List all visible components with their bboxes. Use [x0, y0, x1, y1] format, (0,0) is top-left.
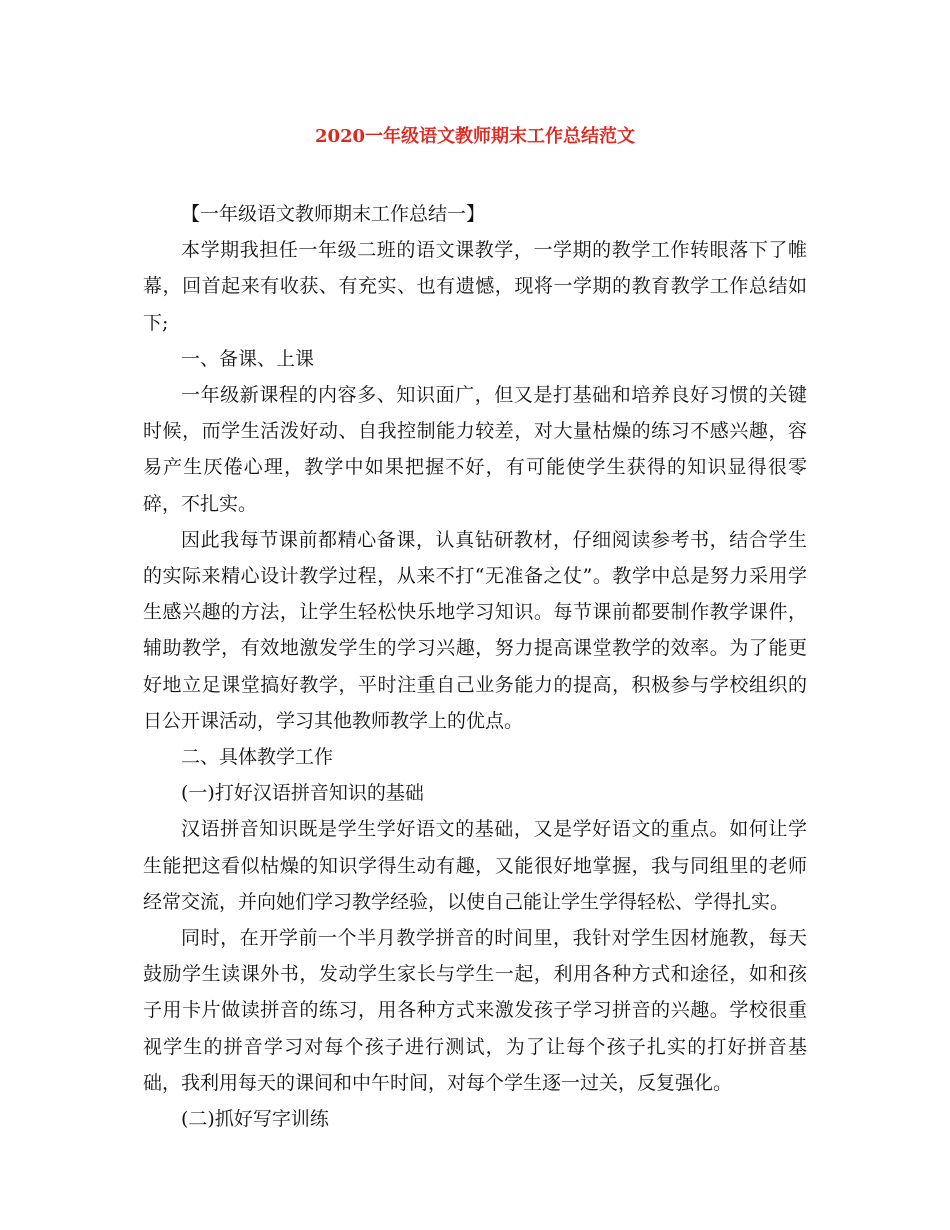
- paragraph: 汉语拼音知识既是学生学好语文的基础，又是学好语文的重点。如何让学生能把这看似枯燥的知识学得生动有趣，又能很好地掌握，我与同组里的老师经常交流，并向她们学习教学经验，以使自己能让学生学得轻松、学得扎实。: [143, 818, 807, 913]
- paragraph: 同时，在开学前一个半月教学拼音的时间里，我针对学生因材施教，每天鼓励学生读课外书，发动学生家长与学生一起，利用各种方式和途径，如和孩子用卡片做读拼音的练习，用各种方式来激发孩子学习拼音的兴趣。学校很重视学生的拼音学习对每个孩子进行测试，为了让每个孩子扎实的打好拼音基础，我利用每天的课间和中午时间，对每个学生逐一过关，反复强化。: [143, 927, 807, 1094]
- subsection-heading: (一)打好汉语拼音知识的基础: [181, 782, 424, 805]
- paragraph: 本学期我担任一年级二班的语文课教学，一学期的教学工作转眼落下了帷幕，回首起来有收获、有充实、也有遗憾，现将一学期的教育教学工作总结如下;: [143, 239, 807, 334]
- paragraph: 因此我每节课前都精心备课，认真钻研教材，仔细阅读参考书，结合学生的实际来精心设计教学过程，从来不打“无准备之仗”。教学中总是努力采用学生感兴趣的方法，让学生轻松快乐地学习知识。每节课前都要制作教学课件，辅助教学，有效地激发学生的学习兴趣，努力提高课堂教学的效率。为了能更好地立足课堂搞好教学，平时注重自己业务能力的提高，积极参与学校组织的日公开课活动，学习其他教师教学上的优点。: [143, 528, 807, 732]
- section-heading: 二、具体教学工作: [181, 746, 334, 769]
- paragraph: 一年级新课程的内容多、知识面广，但又是打基础和培养良好习惯的关键时候，而学生活泼好动、自我控制能力较差，对大量枯燥的练习不感兴趣，容易产生厌倦心理，教学中如果把握不好，有可能使学生获得的知识显得很零碎，不扎实。: [143, 384, 807, 515]
- section-heading: 一、备课、上课: [181, 347, 315, 370]
- section-heading: 【一年级语文教师期末工作总结一】: [181, 203, 486, 225]
- subsection-heading: (二)抓好写字训练: [181, 1108, 329, 1131]
- document-title: 2020一年级语文教师期末工作总结范文: [314, 126, 636, 147]
- document-body: [143, 196, 807, 1137]
